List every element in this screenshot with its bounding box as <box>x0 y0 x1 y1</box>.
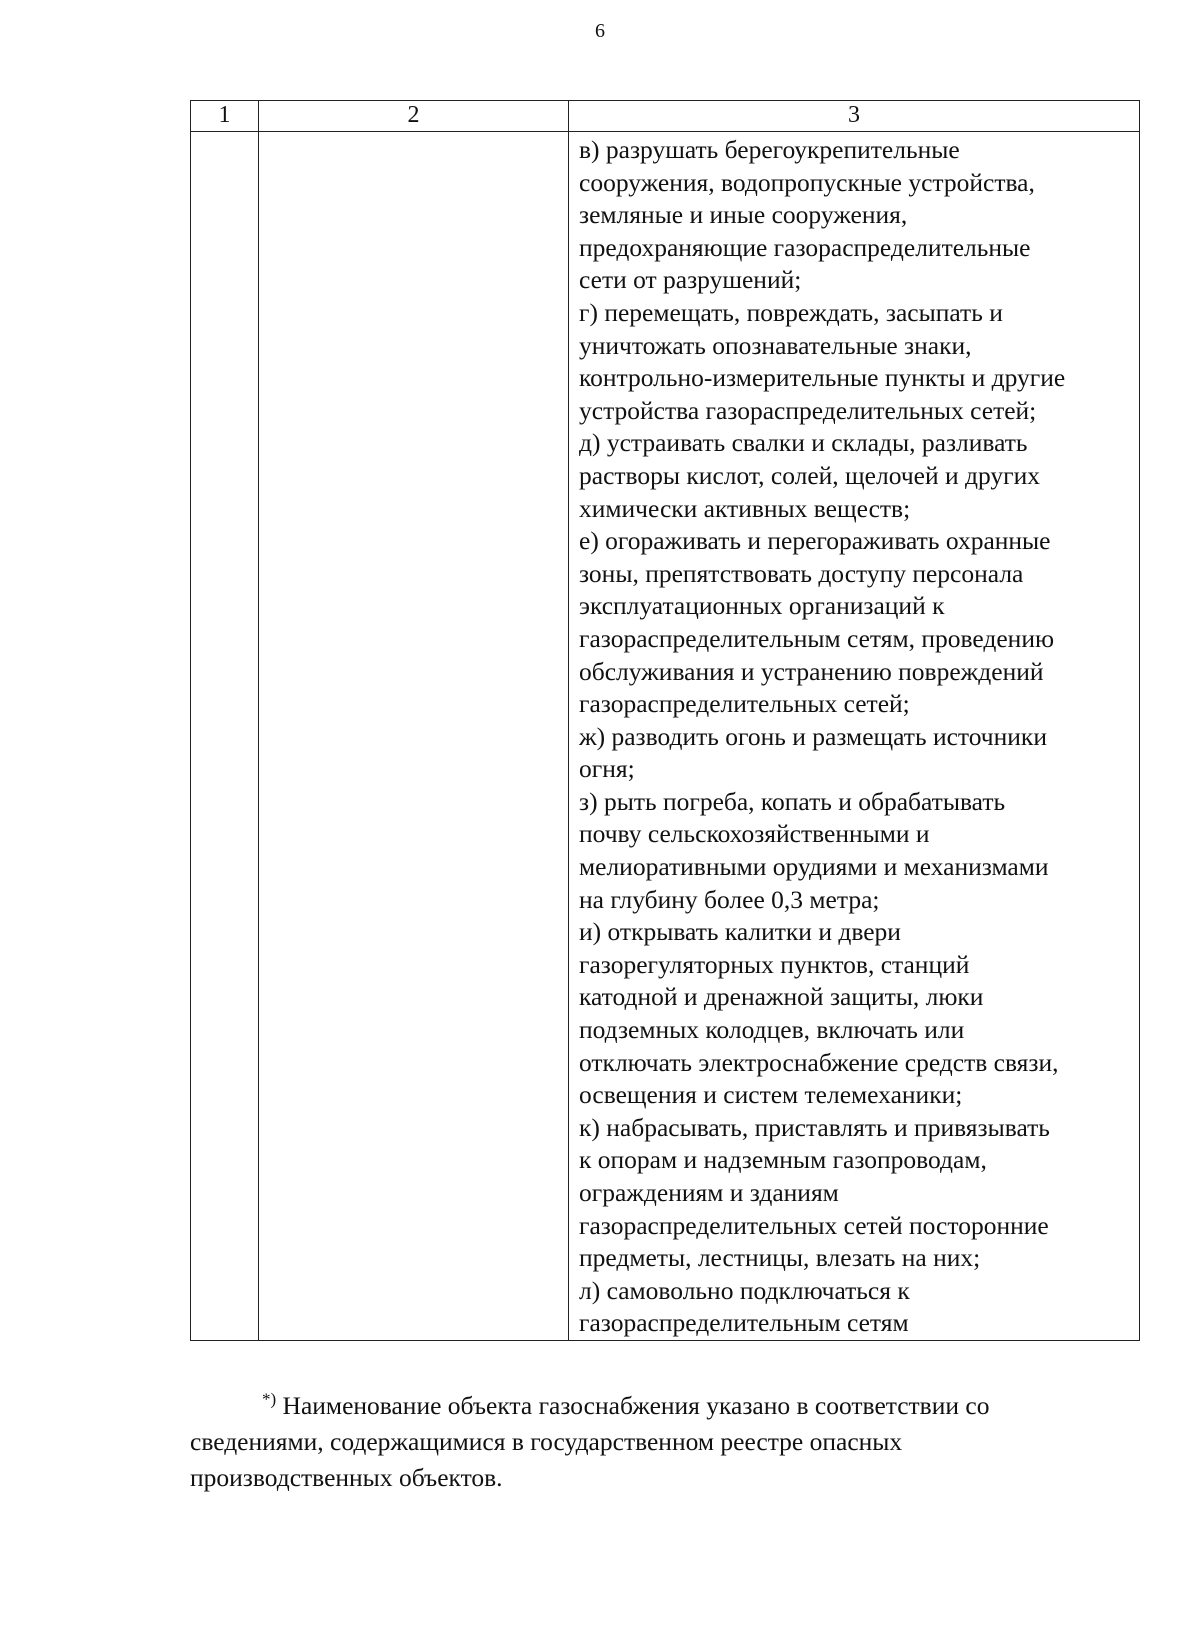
column-header-1: 1 <box>191 101 259 132</box>
footnote <box>190 1388 1134 1496</box>
document-table <box>190 100 1140 1341</box>
clause-l: л) самовольно подключаться к газораспределительным сетям <box>579 1275 910 1338</box>
clause-g: г) перемещать, повреждать, засыпать и уничтожать опознавательные знаки, контрольно-измерительные пункты и другие устройства газораспределительных сетей; <box>579 297 1066 425</box>
clause-d: д) устраивать свалки и склады, разливать растворы кислот, солей, щелочей и других химически активных веществ; <box>579 428 1040 523</box>
footnote-marker: *) <box>262 1389 277 1409</box>
clause-e: е) огораживать и перегораживать охранные зоны, препятствовать доступу персонала эксплуатационных организаций к газораспределительным сетям, проведению обслуживания и устранению повреждений газораспределительных сетей; <box>579 526 1055 719</box>
cell-col-2 <box>259 132 569 1341</box>
column-header-2: 2 <box>259 101 569 132</box>
column-header-3: 3 <box>569 101 1140 132</box>
footnote-text-1: Наименование объекта газоснабжения указано в соответствии со <box>282 1391 990 1420</box>
clause-k: к) набрасывать, приставлять и привязывать к опорам и надземным газопроводам, ограждениям и зданиям газораспределительных сетей посторонние предметы, лестницы, влезать на них; <box>579 1112 1050 1273</box>
clause-v: в) разрушать берегоукрепительные сооружения, водопропускные устройства, земляные и иные сооружения, предохраняющие газораспределительные сети от разрушений; <box>579 135 1035 295</box>
cell-col-1 <box>191 132 259 1341</box>
cell-col-3 <box>569 132 1140 1341</box>
footnote-line-3: производственных объектов. <box>190 1463 503 1492</box>
table-row <box>191 132 1140 1341</box>
footnote-line-1 <box>190 1388 1134 1424</box>
page-number: 6 <box>595 20 605 42</box>
clause-i: и) открывать калитки и двери газорегуляторных пунктов, станций катодной и дренажной защиты, люки подземных колодцев, включать или отключать электроснабжение средств связи, освещения и систем телемеханики; <box>579 917 1059 1110</box>
footnote-line-2: сведениями, содержащимися в государственном реестре опасных <box>190 1427 903 1456</box>
clause-zh: ж) разводить огонь и размещать источники огня; <box>579 721 1047 784</box>
clause-z: з) рыть погреба, копать и обрабатывать почву сельскохозяйственными и мелиоративными орудиями и механизмами на глубину более 0,3 метра; <box>579 786 1049 914</box>
table-header-row <box>191 101 1140 132</box>
